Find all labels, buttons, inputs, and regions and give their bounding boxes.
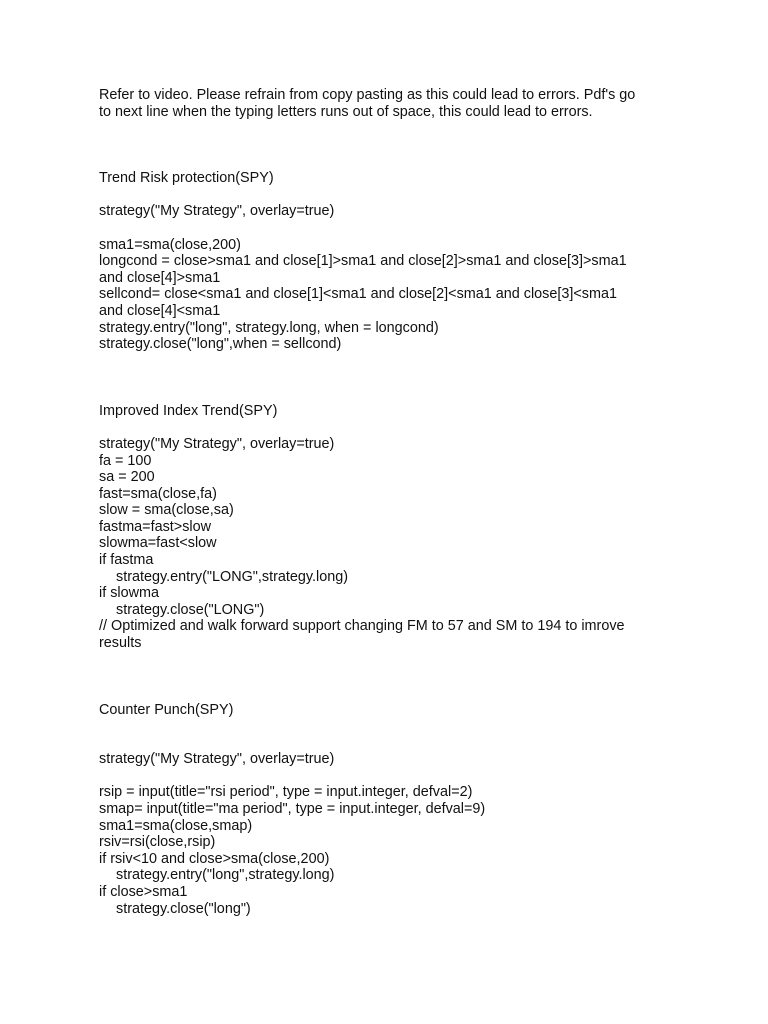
code-line: sma1=sma(close,200) <box>99 236 241 253</box>
code-line-indented: strategy.close("long") <box>116 900 251 917</box>
code-line-indented: strategy.entry("long",strategy.long) <box>116 867 335 884</box>
code-line: strategy("My Strategy", overlay=true) <box>99 435 335 452</box>
code-line: fastma=fast>slow <box>99 518 211 535</box>
code-comment: // Optimized and walk forward support changing FM to 57 and SM to 194 to imrove <box>99 618 625 635</box>
code-line: rsip = input(title="rsi period", type = input.integer, defval=2) <box>99 784 473 801</box>
code-line: strategy.entry("long", strategy.long, when = longcond) <box>99 319 439 336</box>
code-line-indented: strategy.close("LONG") <box>116 601 265 618</box>
code-line: fa = 100 <box>99 452 152 469</box>
code-line: fast=sma(close,fa) <box>99 485 217 502</box>
code-line: slowma=fast<slow <box>99 535 217 552</box>
document-body <box>99 87 679 917</box>
code-line: smap= input(title="ma period", type = input.integer, defval=9) <box>99 801 486 817</box>
section-title-trend-risk: Trend Risk protection(SPY) <box>99 170 274 187</box>
code-line: and close[4]<sma1 <box>99 302 221 319</box>
code-line: if fastma <box>99 552 154 569</box>
code-line: longcond = close>sma1 and close[1]>sma1 and close[2]>sma1 and close[3]>sma1 <box>99 253 627 270</box>
section-title-counter-punch: Counter Punch(SPY) <box>99 701 234 718</box>
code-line: slow = sma(close,sa) <box>99 502 234 519</box>
code-line: strategy.close("long",when = sellcond) <box>99 336 342 353</box>
code-line: if slowma <box>99 585 159 602</box>
code-line: strategy("My Strategy", overlay=true) <box>99 203 335 220</box>
code-line: and close[4]>sma1 <box>99 269 221 286</box>
code-line-indented: strategy.entry("LONG",strategy.long) <box>116 568 349 585</box>
code-comment: results <box>99 635 142 652</box>
code-line: sellcond= close<sma1 and close[1]<sma1 and close[2]<sma1 and close[3]<sma1 <box>99 286 617 303</box>
code-line: rsiv=rsi(close,rsip) <box>99 834 216 851</box>
code-line: if rsiv<10 and close>sma(close,200) <box>99 850 330 867</box>
intro-line-1: Refer to video. Please refrain from copy pasting as this could lead to errors. Pdf's go <box>99 87 636 103</box>
code-line: sma1=sma(close,smap) <box>99 817 253 834</box>
intro-line-2: to next line when the typing letters runs out of space, this could lead to errors. <box>99 103 593 120</box>
code-line: sa = 200 <box>99 469 155 486</box>
code-line: if close>sma1 <box>99 883 188 900</box>
section-title-improved-index: Improved Index Trend(SPY) <box>99 402 278 419</box>
code-line: strategy("My Strategy", overlay=true) <box>99 751 335 768</box>
